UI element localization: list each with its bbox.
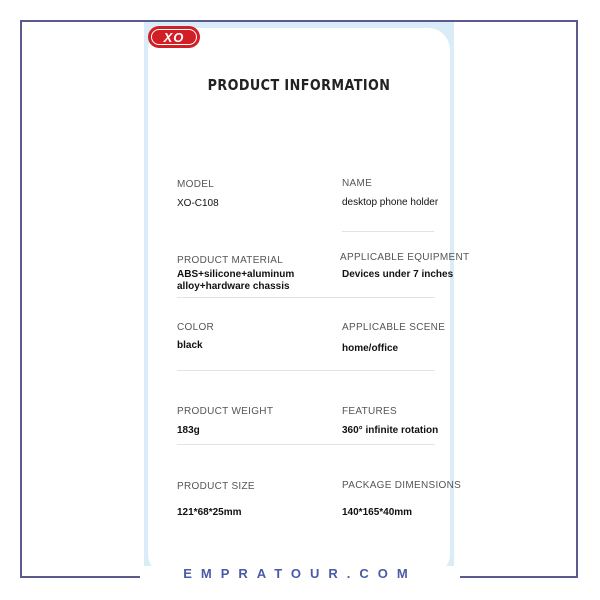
name-label: NAME [342,178,373,189]
xo-logo [148,26,200,48]
features-label: FEATURES [342,406,397,417]
watermark: EMPRATOUR.COM [140,566,460,581]
logo-text: XO [163,29,185,45]
row-divider [177,297,435,298]
equipment-label: APPLICABLE EQUIPMENT [340,252,470,263]
weight-label: PRODUCT WEIGHT [177,406,274,417]
equipment-value: Devices under 7 inches [342,269,454,280]
name-value: desktop phone holder [342,197,439,208]
material-value-line1: ABS+silicone+aluminum [177,269,295,280]
scene-value: home/office [342,343,399,354]
package-value: 140*165*40mm [342,507,413,518]
logo-ring [151,29,197,45]
row-divider [342,231,434,232]
weight-value: 183g [177,425,200,436]
scene-label: APPLICABLE SCENE [342,322,446,333]
row-divider [177,444,435,445]
model-value: XO-C108 [177,198,219,209]
size-label: PRODUCT SIZE [177,481,255,492]
size-value: 121*68*25mm [177,507,242,518]
features-value: 360° infinite rotation [342,425,439,436]
product-info-card [148,28,450,576]
row-divider [177,370,435,371]
package-label: PACKAGE DIMENSIONS [342,480,462,491]
page-title: PRODUCT INFORMATION [207,76,391,94]
material-value-line2: alloy+hardware chassis [177,281,290,292]
model-label: MODEL [177,179,215,190]
material-label: PRODUCT MATERIAL [177,255,284,266]
color-label: COLOR [177,322,215,333]
color-value: black [177,340,203,351]
